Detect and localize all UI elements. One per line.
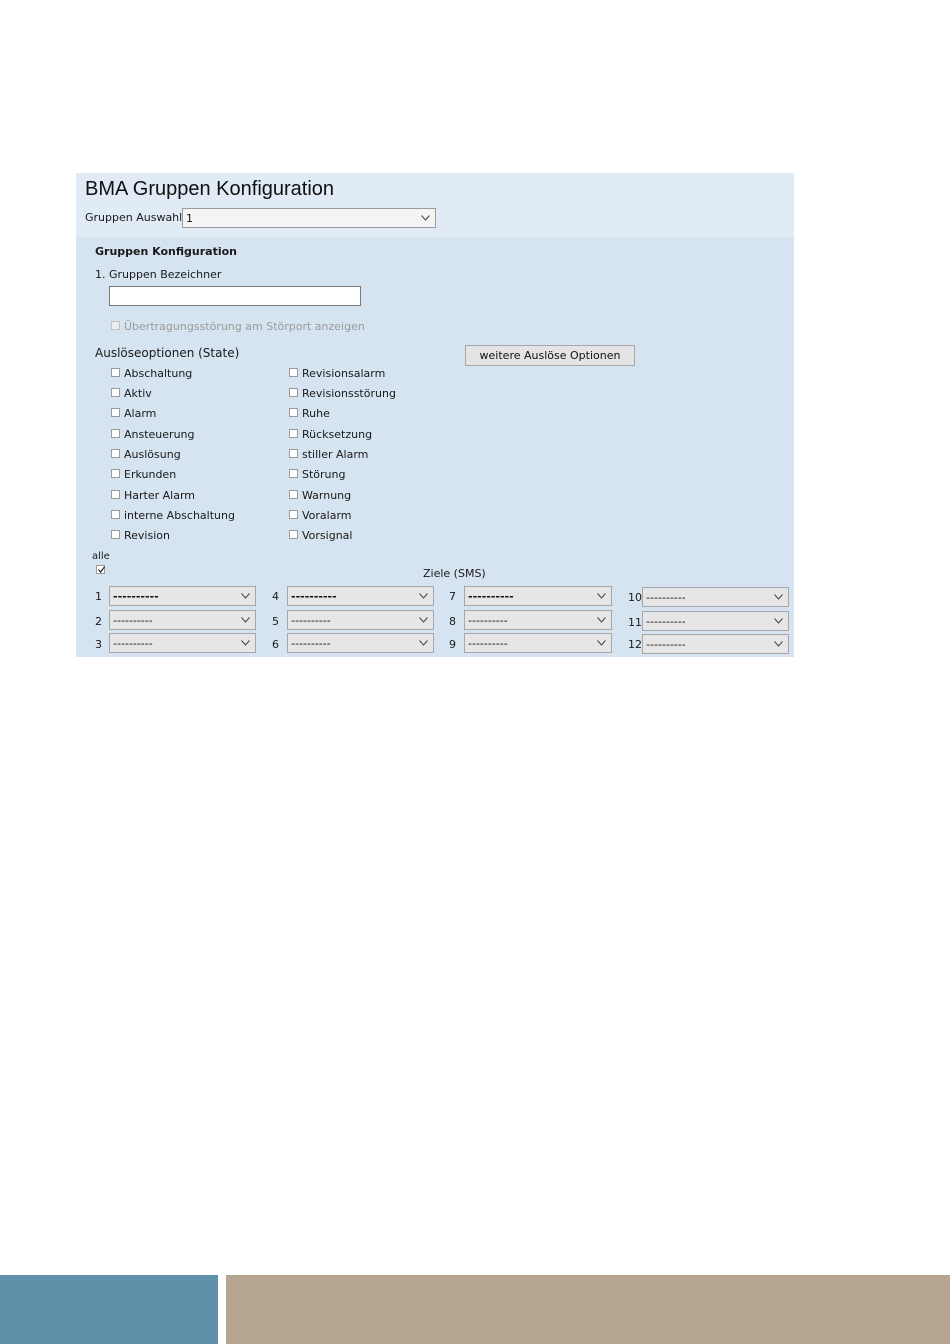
- panel-header: [76, 173, 794, 237]
- group-select-label: Gruppen Auswahl: [85, 211, 183, 224]
- chevron-down-icon: [774, 641, 783, 647]
- chevron-down-icon: [241, 640, 250, 646]
- trigger-checkbox-ansteuerung[interactable]: [111, 429, 120, 438]
- target-number: 12: [628, 638, 642, 651]
- target-select-value: ----------: [291, 590, 337, 603]
- chevron-down-icon: [419, 593, 428, 599]
- trigger-label: Rücksetzung: [302, 428, 373, 441]
- select-all-label: alle: [92, 551, 110, 562]
- target-select-value: ----------: [468, 614, 508, 627]
- chevron-down-icon: [774, 618, 783, 624]
- transmission-fault-label: Übertragungsstörung am Störport anzeigen: [124, 320, 365, 333]
- target-number: 7: [449, 590, 456, 603]
- target-select-11[interactable]: [642, 611, 789, 631]
- target-number: 2: [95, 615, 102, 628]
- chevron-down-icon: [421, 215, 430, 221]
- trigger-label: Aktiv: [124, 387, 152, 400]
- target-number: 1: [95, 590, 102, 603]
- target-number: 11: [628, 616, 642, 629]
- more-trigger-options-button[interactable]: weitere Auslöse Optionen: [465, 345, 635, 366]
- page-title: BMA Gruppen Konfiguration: [85, 178, 335, 200]
- target-select-5[interactable]: [287, 610, 434, 630]
- trigger-label: Ruhe: [302, 407, 330, 420]
- trigger-checkbox-ruhe[interactable]: [289, 408, 298, 417]
- trigger-checkbox-abschaltung[interactable]: [111, 368, 120, 377]
- trigger-checkbox-interne-abschaltung[interactable]: [111, 510, 120, 519]
- footer-bar-right: [226, 1275, 950, 1344]
- target-select-value: ----------: [646, 591, 686, 604]
- target-select-value: ----------: [291, 614, 331, 627]
- chevron-down-icon: [419, 617, 428, 623]
- trigger-label: Harter Alarm: [124, 489, 196, 502]
- target-number: 9: [449, 638, 456, 651]
- chevron-down-icon: [597, 617, 606, 623]
- chevron-down-icon: [241, 617, 250, 623]
- chevron-down-icon: [419, 640, 428, 646]
- target-number: 6: [272, 638, 279, 651]
- target-select-3[interactable]: [109, 633, 256, 653]
- trigger-checkbox-erkunden[interactable]: [111, 469, 120, 478]
- target-select-2[interactable]: [109, 610, 256, 630]
- target-select-7[interactable]: [464, 586, 612, 606]
- target-select-value: ----------: [468, 637, 508, 650]
- trigger-label: Warnung: [302, 489, 352, 502]
- group-select[interactable]: [182, 208, 436, 228]
- target-select-value: ----------: [113, 590, 159, 603]
- targets-title: Ziele (SMS): [423, 567, 486, 580]
- section-title: Gruppen Konfiguration: [95, 245, 237, 258]
- target-select-1[interactable]: [109, 586, 256, 606]
- trigger-checkbox-warnung[interactable]: [289, 490, 298, 499]
- target-select-value: ----------: [291, 637, 331, 650]
- trigger-label: Revisionsalarm: [302, 367, 386, 380]
- trigger-label: stiller Alarm: [302, 448, 369, 461]
- footer-bar-left: [0, 1275, 218, 1344]
- trigger-label: Revision: [124, 529, 170, 542]
- target-select-10[interactable]: [642, 587, 789, 607]
- target-number: 5: [272, 615, 279, 628]
- trigger-label: Erkunden: [124, 468, 177, 481]
- target-select-6[interactable]: [287, 633, 434, 653]
- group-select-value: 1: [186, 212, 193, 225]
- trigger-label: Voralarm: [302, 509, 352, 522]
- checkmark-icon: [98, 566, 105, 573]
- group-name-label: 1. Gruppen Bezeichner: [95, 268, 222, 281]
- transmission-fault-checkbox[interactable]: [111, 321, 120, 330]
- target-select-value: ----------: [113, 614, 153, 627]
- trigger-label: Alarm: [124, 407, 157, 420]
- target-select-9[interactable]: [464, 633, 612, 653]
- trigger-checkbox-aktiv[interactable]: [111, 388, 120, 397]
- target-number: 8: [449, 615, 456, 628]
- trigger-checkbox-stiller-alarm[interactable]: [289, 449, 298, 458]
- select-all-checkbox[interactable]: [96, 565, 105, 574]
- chevron-down-icon: [597, 640, 606, 646]
- trigger-label: Abschaltung: [124, 367, 193, 380]
- trigger-checkbox-ausloesung[interactable]: [111, 449, 120, 458]
- trigger-label: Störung: [302, 468, 346, 481]
- target-select-value: ----------: [113, 637, 153, 650]
- bma-config-panel: [76, 173, 794, 657]
- trigger-checkbox-harter-alarm[interactable]: [111, 490, 120, 499]
- group-name-input[interactable]: [109, 286, 361, 306]
- target-select-value: ----------: [468, 590, 514, 603]
- target-select-4[interactable]: [287, 586, 434, 606]
- trigger-checkbox-revisionsalarm[interactable]: [289, 368, 298, 377]
- trigger-label: Revisionsstörung: [302, 387, 396, 400]
- trigger-label: Ansteuerung: [124, 428, 195, 441]
- target-select-value: ----------: [646, 615, 686, 628]
- trigger-checkbox-voralarm[interactable]: [289, 510, 298, 519]
- chevron-down-icon: [774, 594, 783, 600]
- trigger-options-label: Auslöseoptionen (State): [95, 346, 240, 360]
- trigger-label: Vorsignal: [302, 529, 353, 542]
- trigger-checkbox-vorsignal[interactable]: [289, 530, 298, 539]
- trigger-checkbox-revisionsstoerung[interactable]: [289, 388, 298, 397]
- trigger-label: interne Abschaltung: [124, 509, 235, 522]
- trigger-checkbox-alarm[interactable]: [111, 408, 120, 417]
- trigger-checkbox-stoerung[interactable]: [289, 469, 298, 478]
- target-number: 10: [628, 591, 642, 604]
- target-select-12[interactable]: [642, 634, 789, 654]
- target-select-value: ----------: [646, 638, 686, 651]
- trigger-checkbox-ruecksetzung[interactable]: [289, 429, 298, 438]
- trigger-checkbox-revision[interactable]: [111, 530, 120, 539]
- target-number: 3: [95, 638, 102, 651]
- target-number: 4: [272, 590, 279, 603]
- target-select-8[interactable]: [464, 610, 612, 630]
- chevron-down-icon: [241, 593, 250, 599]
- chevron-down-icon: [597, 593, 606, 599]
- trigger-label: Auslösung: [124, 448, 181, 461]
